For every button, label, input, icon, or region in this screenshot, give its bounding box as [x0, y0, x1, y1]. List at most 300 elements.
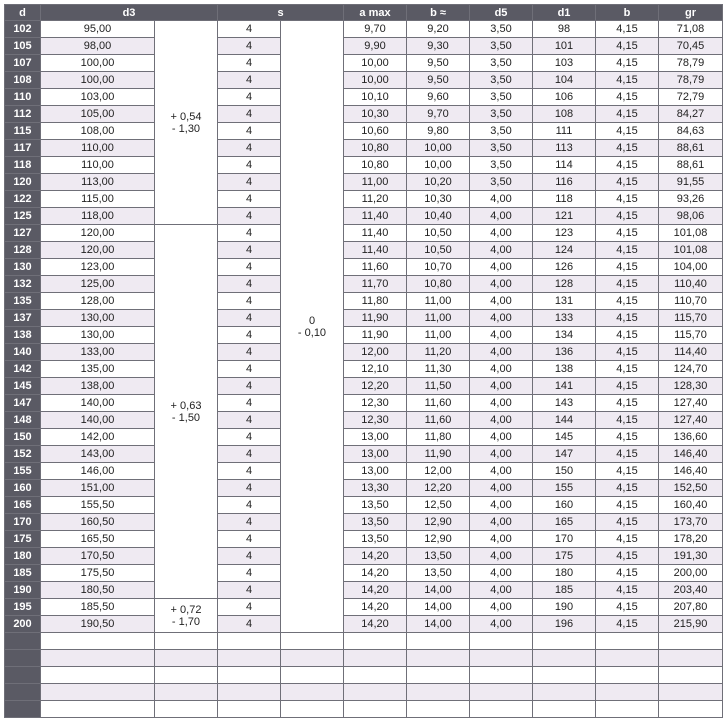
cell-gr: 110,40	[659, 276, 723, 293]
empty-cell	[533, 633, 596, 650]
table-row	[5, 582, 723, 599]
cell-b-approx: 14,00	[407, 582, 470, 599]
header-d1: d1	[533, 5, 596, 21]
cell-d: 110	[5, 89, 41, 106]
table-row	[5, 531, 723, 548]
cell-b: 4,15	[596, 446, 659, 463]
cell-d: 117	[5, 140, 41, 157]
cell-s: 4	[218, 480, 281, 497]
cell-d1: 113	[533, 140, 596, 157]
cell-d1: 155	[533, 480, 596, 497]
empty-row	[5, 701, 723, 718]
cell-s: 4	[218, 123, 281, 140]
cell-b: 4,15	[596, 395, 659, 412]
cell-a-max: 13,50	[344, 497, 407, 514]
empty-cell	[596, 667, 659, 684]
cell-b-approx: 9,30	[407, 38, 470, 55]
cell-s: 4	[218, 327, 281, 344]
cell-b: 4,15	[596, 310, 659, 327]
cell-a-max: 14,20	[344, 582, 407, 599]
cell-d5: 4,00	[470, 565, 533, 582]
cell-b: 4,15	[596, 276, 659, 293]
tolerance-upper: + 0,54	[170, 110, 202, 123]
cell-a-max: 12,30	[344, 395, 407, 412]
cell-b-approx: 9,70	[407, 106, 470, 123]
empty-cell	[407, 650, 470, 667]
cell-b-approx: 13,50	[407, 565, 470, 582]
empty-cell	[470, 650, 533, 667]
cell-d3: 155,50	[41, 497, 155, 514]
cell-gr: 215,90	[659, 616, 723, 633]
cell-gr: 88,61	[659, 140, 723, 157]
cell-b-approx: 10,00	[407, 157, 470, 174]
table-row	[5, 208, 723, 225]
cell-d3: 160,50	[41, 514, 155, 531]
cell-b-approx: 12,50	[407, 497, 470, 514]
empty-cell	[533, 650, 596, 667]
empty-cell	[596, 701, 659, 718]
cell-s: 4	[218, 599, 281, 616]
cell-d3: 98,00	[41, 38, 155, 55]
table-row	[5, 344, 723, 361]
header-gr: gr	[659, 5, 723, 21]
cell-d5: 3,50	[470, 89, 533, 106]
cell-b: 4,15	[596, 412, 659, 429]
cell-d3: 113,00	[41, 174, 155, 191]
empty-cell	[344, 667, 407, 684]
cell-d5: 4,00	[470, 344, 533, 361]
cell-a-max: 13,50	[344, 514, 407, 531]
cell-a-max: 14,20	[344, 616, 407, 633]
cell-d3: 130,00	[41, 327, 155, 344]
cell-s: 4	[218, 514, 281, 531]
cell-d5: 4,00	[470, 293, 533, 310]
cell-s: 4	[218, 412, 281, 429]
tolerance-upper: 0	[308, 314, 316, 327]
cell-b: 4,15	[596, 72, 659, 89]
cell-b-approx: 9,50	[407, 72, 470, 89]
cell-d: 175	[5, 531, 41, 548]
cell-a-max: 11,90	[344, 327, 407, 344]
cell-d3: 140,00	[41, 395, 155, 412]
table-row	[5, 106, 723, 123]
cell-d3: 180,50	[41, 582, 155, 599]
cell-a-max: 14,20	[344, 599, 407, 616]
header-b-approx: b ≈	[407, 5, 470, 21]
cell-b: 4,15	[596, 378, 659, 395]
table-row	[5, 293, 723, 310]
cell-d3: 105,00	[41, 106, 155, 123]
table-row	[5, 463, 723, 480]
cell-b-approx: 12,00	[407, 463, 470, 480]
cell-b-approx: 11,00	[407, 310, 470, 327]
empty-cell	[155, 667, 218, 684]
table-row	[5, 174, 723, 191]
cell-s: 4	[218, 225, 281, 242]
cell-d1: 126	[533, 259, 596, 276]
cell-d5: 4,00	[470, 616, 533, 633]
cell-d5: 3,50	[470, 174, 533, 191]
cell-d1: 160	[533, 497, 596, 514]
cell-gr: 128,30	[659, 378, 723, 395]
cell-d1: 98	[533, 21, 596, 38]
cell-d1: 128	[533, 276, 596, 293]
cell-d1: 144	[533, 412, 596, 429]
cell-d: 105	[5, 38, 41, 55]
empty-cell	[281, 701, 344, 718]
cell-d3: 135,00	[41, 361, 155, 378]
cell-gr: 146,40	[659, 463, 723, 480]
cell-s: 4	[218, 89, 281, 106]
cell-d: 200	[5, 616, 41, 633]
cell-d: 118	[5, 157, 41, 174]
table-row	[5, 140, 723, 157]
empty-cell	[470, 701, 533, 718]
cell-gr: 200,00	[659, 565, 723, 582]
cell-s: 4	[218, 208, 281, 225]
cell-d3: 108,00	[41, 123, 155, 140]
empty-cell	[344, 650, 407, 667]
cell-s: 4	[218, 565, 281, 582]
cell-d5: 3,50	[470, 106, 533, 123]
empty-cell	[155, 684, 218, 701]
empty-cell	[218, 667, 281, 684]
table-row	[5, 361, 723, 378]
table-row	[5, 242, 723, 259]
cell-d5: 4,00	[470, 310, 533, 327]
cell-d3: 151,00	[41, 480, 155, 497]
cell-d3: 123,00	[41, 259, 155, 276]
empty-row	[5, 684, 723, 701]
cell-b: 4,15	[596, 565, 659, 582]
tolerance-lower: - 0,10	[297, 326, 327, 339]
cell-s: 4	[218, 497, 281, 514]
cell-b-approx: 11,30	[407, 361, 470, 378]
cell-gr: 78,79	[659, 55, 723, 72]
cell-b: 4,15	[596, 327, 659, 344]
cell-d: 147	[5, 395, 41, 412]
table-row	[5, 412, 723, 429]
cell-b: 4,15	[596, 208, 659, 225]
cell-s: 4	[218, 582, 281, 599]
table-row	[5, 276, 723, 293]
cell-b-approx: 9,60	[407, 89, 470, 106]
cell-b-approx: 11,00	[407, 293, 470, 310]
cell-s: 4	[218, 21, 281, 38]
cell-d1: 185	[533, 582, 596, 599]
cell-gr: 160,40	[659, 497, 723, 514]
cell-a-max: 10,10	[344, 89, 407, 106]
empty-cell	[596, 684, 659, 701]
cell-d: 135	[5, 293, 41, 310]
table-row	[5, 514, 723, 531]
cell-d1: 138	[533, 361, 596, 378]
cell-s: 4	[218, 344, 281, 361]
cell-b: 4,15	[596, 582, 659, 599]
cell-gr: 71,08	[659, 21, 723, 38]
cell-b: 4,15	[596, 191, 659, 208]
cell-b-approx: 10,30	[407, 191, 470, 208]
cell-d3: 110,00	[41, 140, 155, 157]
cell-b-approx: 10,50	[407, 242, 470, 259]
cell-d3: 115,00	[41, 191, 155, 208]
empty-row	[5, 667, 723, 684]
cell-s: 4	[218, 157, 281, 174]
cell-a-max: 11,40	[344, 225, 407, 242]
table-row	[5, 38, 723, 55]
cell-b-approx: 11,60	[407, 395, 470, 412]
cell-gr: 93,26	[659, 191, 723, 208]
cell-b: 4,15	[596, 599, 659, 616]
empty-cell	[218, 633, 281, 650]
cell-b: 4,15	[596, 89, 659, 106]
empty-row	[5, 650, 723, 667]
cell-b: 4,15	[596, 293, 659, 310]
cell-d1: 145	[533, 429, 596, 446]
cell-gr: 127,40	[659, 395, 723, 412]
cell-d1: 103	[533, 55, 596, 72]
header-d3: d3	[41, 5, 218, 21]
empty-cell	[5, 667, 41, 684]
empty-cell	[218, 650, 281, 667]
cell-gr: 98,06	[659, 208, 723, 225]
cell-d: 155	[5, 463, 41, 480]
empty-cell	[281, 667, 344, 684]
empty-cell	[41, 633, 155, 650]
cell-d1: 118	[533, 191, 596, 208]
cell-a-max: 13,50	[344, 531, 407, 548]
cell-s: 4	[218, 429, 281, 446]
cell-d1: 131	[533, 293, 596, 310]
cell-d3: 100,00	[41, 72, 155, 89]
cell-a-max: 10,00	[344, 55, 407, 72]
empty-cell	[344, 633, 407, 650]
cell-b: 4,15	[596, 21, 659, 38]
cell-d: 140	[5, 344, 41, 361]
cell-d5: 4,00	[470, 327, 533, 344]
cell-gr: 101,08	[659, 225, 723, 242]
empty-cell	[155, 650, 218, 667]
cell-s: 4	[218, 395, 281, 412]
cell-b-approx: 9,50	[407, 55, 470, 72]
cell-s: 4	[218, 38, 281, 55]
cell-a-max: 14,20	[344, 548, 407, 565]
header-d5: d5	[470, 5, 533, 21]
cell-d: 120	[5, 174, 41, 191]
table-row	[5, 548, 723, 565]
cell-d3: 110,00	[41, 157, 155, 174]
s-tolerance-cell	[281, 21, 344, 633]
cell-d: 122	[5, 191, 41, 208]
cell-gr: 70,45	[659, 38, 723, 55]
cell-d: 160	[5, 480, 41, 497]
cell-a-max: 13,00	[344, 446, 407, 463]
cell-d1: 190	[533, 599, 596, 616]
empty-cell	[596, 633, 659, 650]
cell-b: 4,15	[596, 174, 659, 191]
cell-d: 112	[5, 106, 41, 123]
cell-gr: 124,70	[659, 361, 723, 378]
cell-b-approx: 10,20	[407, 174, 470, 191]
cell-gr: 136,60	[659, 429, 723, 446]
header-b: b	[596, 5, 659, 21]
cell-gr: 84,63	[659, 123, 723, 140]
cell-d3: 142,00	[41, 429, 155, 446]
cell-a-max: 14,20	[344, 565, 407, 582]
cell-gr: 203,40	[659, 582, 723, 599]
empty-cell	[344, 701, 407, 718]
cell-b: 4,15	[596, 38, 659, 55]
cell-a-max: 11,70	[344, 276, 407, 293]
empty-cell	[218, 684, 281, 701]
empty-cell	[470, 633, 533, 650]
empty-cell	[533, 684, 596, 701]
table-row	[5, 480, 723, 497]
cell-d1: 147	[533, 446, 596, 463]
table-row	[5, 259, 723, 276]
empty-cell	[659, 684, 723, 701]
cell-b-approx: 11,90	[407, 446, 470, 463]
table-row	[5, 395, 723, 412]
cell-d5: 3,50	[470, 123, 533, 140]
dimension-table	[4, 4, 723, 718]
cell-d1: 116	[533, 174, 596, 191]
cell-d3: 118,00	[41, 208, 155, 225]
d3-tolerance-cell	[155, 21, 218, 225]
cell-d1: 143	[533, 395, 596, 412]
cell-d3: 128,00	[41, 293, 155, 310]
cell-d: 150	[5, 429, 41, 446]
table-row	[5, 310, 723, 327]
cell-gr: 110,70	[659, 293, 723, 310]
cell-gr: 88,61	[659, 157, 723, 174]
cell-d5: 4,00	[470, 191, 533, 208]
cell-d5: 4,00	[470, 429, 533, 446]
cell-b: 4,15	[596, 106, 659, 123]
cell-gr: 78,79	[659, 72, 723, 89]
cell-b-approx: 10,80	[407, 276, 470, 293]
cell-b: 4,15	[596, 531, 659, 548]
cell-s: 4	[218, 446, 281, 463]
empty-cell	[5, 701, 41, 718]
tolerance-upper: + 0,72	[170, 603, 202, 616]
header-a-max: a max	[344, 5, 407, 21]
cell-a-max: 10,60	[344, 123, 407, 140]
empty-cell	[533, 667, 596, 684]
cell-a-max: 11,00	[344, 174, 407, 191]
cell-s: 4	[218, 616, 281, 633]
cell-gr: 178,20	[659, 531, 723, 548]
cell-d5: 4,00	[470, 378, 533, 395]
cell-a-max: 11,40	[344, 208, 407, 225]
empty-cell	[218, 701, 281, 718]
d3-tolerance-cell	[155, 225, 218, 599]
cell-gr: 127,40	[659, 412, 723, 429]
cell-b: 4,15	[596, 480, 659, 497]
cell-b-approx: 12,90	[407, 531, 470, 548]
table-row	[5, 616, 723, 633]
cell-d: 190	[5, 582, 41, 599]
table-row	[5, 89, 723, 106]
cell-d5: 4,00	[470, 259, 533, 276]
table-row	[5, 446, 723, 463]
empty-cell	[470, 667, 533, 684]
cell-a-max: 13,30	[344, 480, 407, 497]
cell-gr: 104,00	[659, 259, 723, 276]
cell-d3: 143,00	[41, 446, 155, 463]
cell-a-max: 10,30	[344, 106, 407, 123]
cell-d: 137	[5, 310, 41, 327]
cell-a-max: 10,00	[344, 72, 407, 89]
cell-d3: 125,00	[41, 276, 155, 293]
cell-s: 4	[218, 378, 281, 395]
cell-d: 195	[5, 599, 41, 616]
cell-b-approx: 10,50	[407, 225, 470, 242]
cell-d5: 4,00	[470, 242, 533, 259]
cell-d: 115	[5, 123, 41, 140]
cell-d5: 4,00	[470, 599, 533, 616]
cell-b: 4,15	[596, 497, 659, 514]
cell-d5: 4,00	[470, 463, 533, 480]
cell-s: 4	[218, 259, 281, 276]
cell-s: 4	[218, 55, 281, 72]
cell-d3: 133,00	[41, 344, 155, 361]
cell-d1: 180	[533, 565, 596, 582]
cell-b-approx: 12,90	[407, 514, 470, 531]
cell-d1: 175	[533, 548, 596, 565]
cell-d3: 100,00	[41, 55, 155, 72]
cell-gr: 84,27	[659, 106, 723, 123]
cell-d3: 120,00	[41, 225, 155, 242]
cell-d1: 121	[533, 208, 596, 225]
cell-d3: 190,50	[41, 616, 155, 633]
cell-gr: 91,55	[659, 174, 723, 191]
cell-d1: 141	[533, 378, 596, 395]
empty-cell	[659, 701, 723, 718]
cell-d: 130	[5, 259, 41, 276]
cell-gr: 173,70	[659, 514, 723, 531]
cell-d5: 4,00	[470, 395, 533, 412]
cell-b-approx: 11,00	[407, 327, 470, 344]
empty-cell	[344, 684, 407, 701]
cell-a-max: 11,40	[344, 242, 407, 259]
cell-d1: 150	[533, 463, 596, 480]
cell-b: 4,15	[596, 123, 659, 140]
cell-s: 4	[218, 72, 281, 89]
table-row	[5, 157, 723, 174]
cell-d: 170	[5, 514, 41, 531]
cell-s: 4	[218, 140, 281, 157]
header-d: d	[5, 5, 41, 21]
cell-d3: 95,00	[41, 21, 155, 38]
table-row	[5, 429, 723, 446]
cell-d5: 4,00	[470, 412, 533, 429]
tolerance-upper: + 0,63	[170, 399, 202, 412]
cell-a-max: 11,60	[344, 259, 407, 276]
cell-d3: 165,50	[41, 531, 155, 548]
empty-cell	[470, 684, 533, 701]
cell-d5: 3,50	[470, 55, 533, 72]
empty-cell	[281, 650, 344, 667]
cell-d1: 114	[533, 157, 596, 174]
table-row	[5, 55, 723, 72]
cell-d1: 111	[533, 123, 596, 140]
empty-cell	[41, 701, 155, 718]
cell-d3: 120,00	[41, 242, 155, 259]
cell-a-max: 9,90	[344, 38, 407, 55]
cell-b: 4,15	[596, 616, 659, 633]
cell-d1: 106	[533, 89, 596, 106]
